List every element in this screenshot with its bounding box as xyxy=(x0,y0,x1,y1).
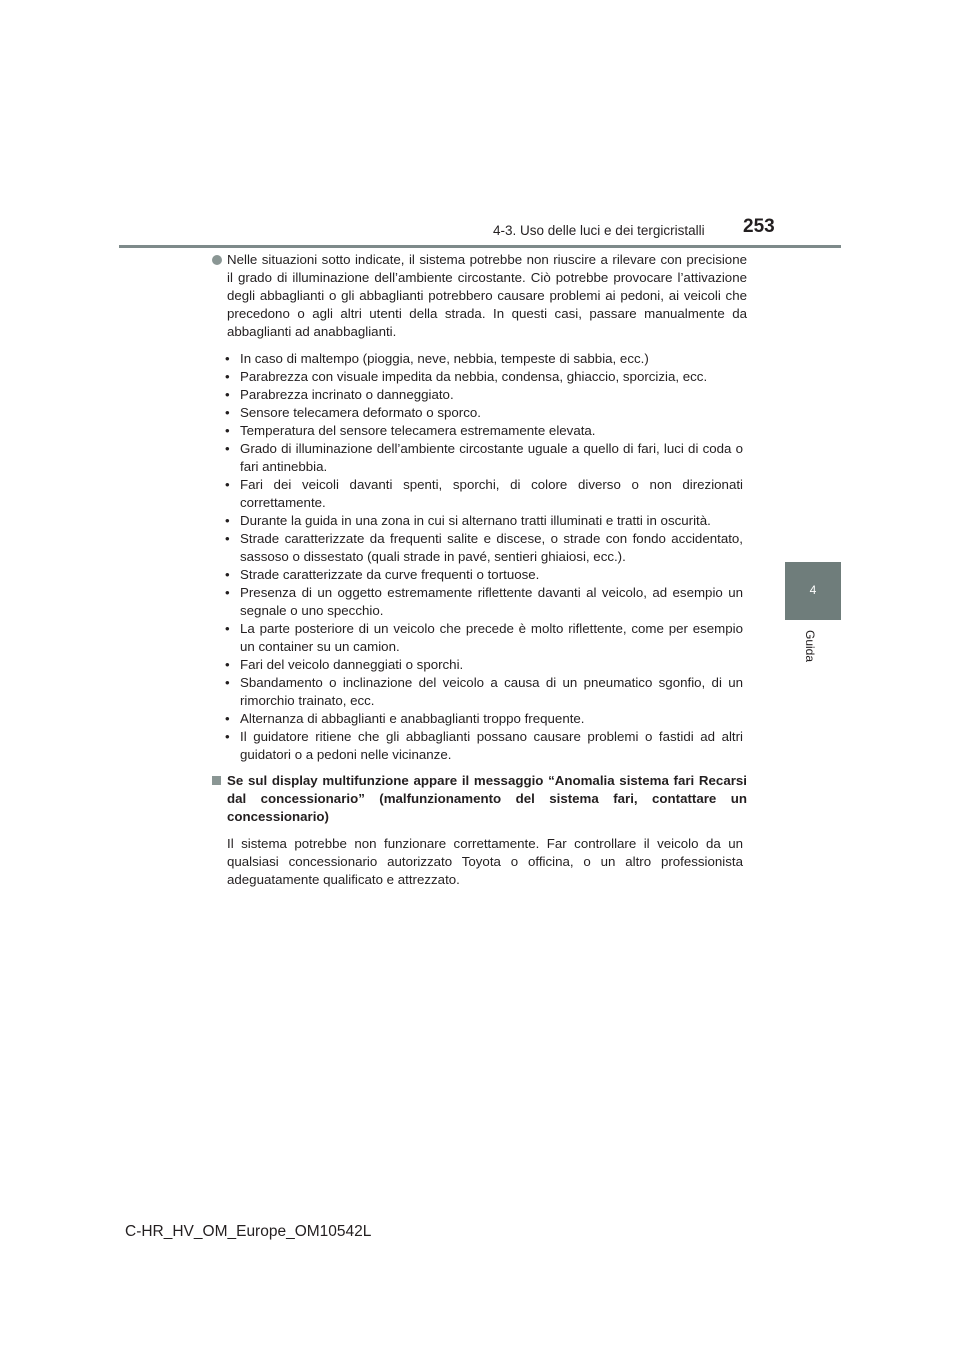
list-item: • In caso di maltempo (pioggia, neve, nebbia, tempeste di sabbia, ecc.) xyxy=(211,350,747,368)
list-item: • Temperatura del sensore telecamera estremamente elevata. xyxy=(211,422,747,440)
list-item: • Durante la guida in una zona in cui si alternano tratti illuminati e tratti in oscurità. xyxy=(211,512,747,530)
note-body: Il sistema potrebbe non funzionare correttamente. Far controllare il veicolo da un qualsiasi concessionario autorizzato Toyota o officina, o un altro professionista adeguatamente qualificato e attrezzato. xyxy=(227,836,743,887)
list-item: • Sbandamento o inclinazione del veicolo a causa di un pneumatico sgonfio, di un rimorchio trainato, ecc. xyxy=(211,674,747,710)
list-item: • Strade caratterizzate da frequenti salite e discese, o strade con fondo accidentato, sassoso o dissestato (quali strade in pavé, sentieri ghiaiosi, ecc.). xyxy=(211,530,747,566)
list-item: • La parte posteriore di un veicolo che precede è molto riflettente, come per esempio un container su un camion. xyxy=(211,620,747,656)
list-item: • Presenza di un oggetto estremamente riflettente davanti al veicolo, ad esempio un segnale o uno specchio. xyxy=(211,584,747,620)
conditions-list xyxy=(211,350,747,764)
list-item: • Parabrezza incrinato o danneggiato. xyxy=(211,386,747,404)
square-bullet-icon xyxy=(212,776,221,785)
page-content xyxy=(211,251,747,889)
chapter-label: Guida xyxy=(803,630,817,663)
list-item: • Parabrezza con visuale impedita da nebbia, condensa, ghiaccio, sporcizia, ecc. xyxy=(211,368,747,386)
note-section xyxy=(211,772,747,889)
list-item: • Fari del veicolo danneggiati o sporchi. xyxy=(211,656,747,674)
note-title: Se sul display multifunzione appare il messaggio “Anomalia sistema fari Recarsi dal concessionario” (malfunzionamento del sistema fari, contattare un concessionario) xyxy=(227,773,747,824)
list-item: • Alternanza di abbaglianti e anabbaglianti troppo frequente. xyxy=(211,710,747,728)
intro-paragraph xyxy=(211,251,747,341)
header-rule xyxy=(119,245,841,248)
list-item: • Fari dei veicoli davanti spenti, sporchi, di colore diverso o non direzionati correttamente. xyxy=(211,476,747,512)
intro-text: Nelle situazioni sotto indicate, il sistema potrebbe non riuscire a rilevare con precisione il grado di illuminazione dell’ambiente circostante. Ciò potrebbe provocare l’attivazione degli abbaglianti o gli abbaglianti potrebbero causare problemi ai pedoni, ai veicoli che precedono o agli altri utenti della strada. In questi casi, passare manualmente da abbaglianti ad anabbaglianti. xyxy=(227,252,747,339)
header-section-title: 4-3. Uso delle luci e dei tergicristalli xyxy=(493,223,705,238)
list-item: • Strade caratterizzate da curve frequenti o tortuose. xyxy=(211,566,747,584)
list-item: • Il guidatore ritiene che gli abbaglianti possano causare problemi o fastidi ad altri guidatori o a pedoni nelle vicinanze. xyxy=(211,728,747,764)
chapter-tab: 4 xyxy=(785,562,841,620)
list-item: • Sensore telecamera deformato o sporco. xyxy=(211,404,747,422)
document-code: C-HR_HV_OM_Europe_OM10542L xyxy=(125,1223,372,1240)
circle-bullet-icon xyxy=(212,255,222,265)
page-number: 253 xyxy=(743,216,775,237)
list-item: • Grado di illuminazione dell’ambiente circostante uguale a quello di fari, luci di coda o fari antinebbia. xyxy=(211,440,747,476)
